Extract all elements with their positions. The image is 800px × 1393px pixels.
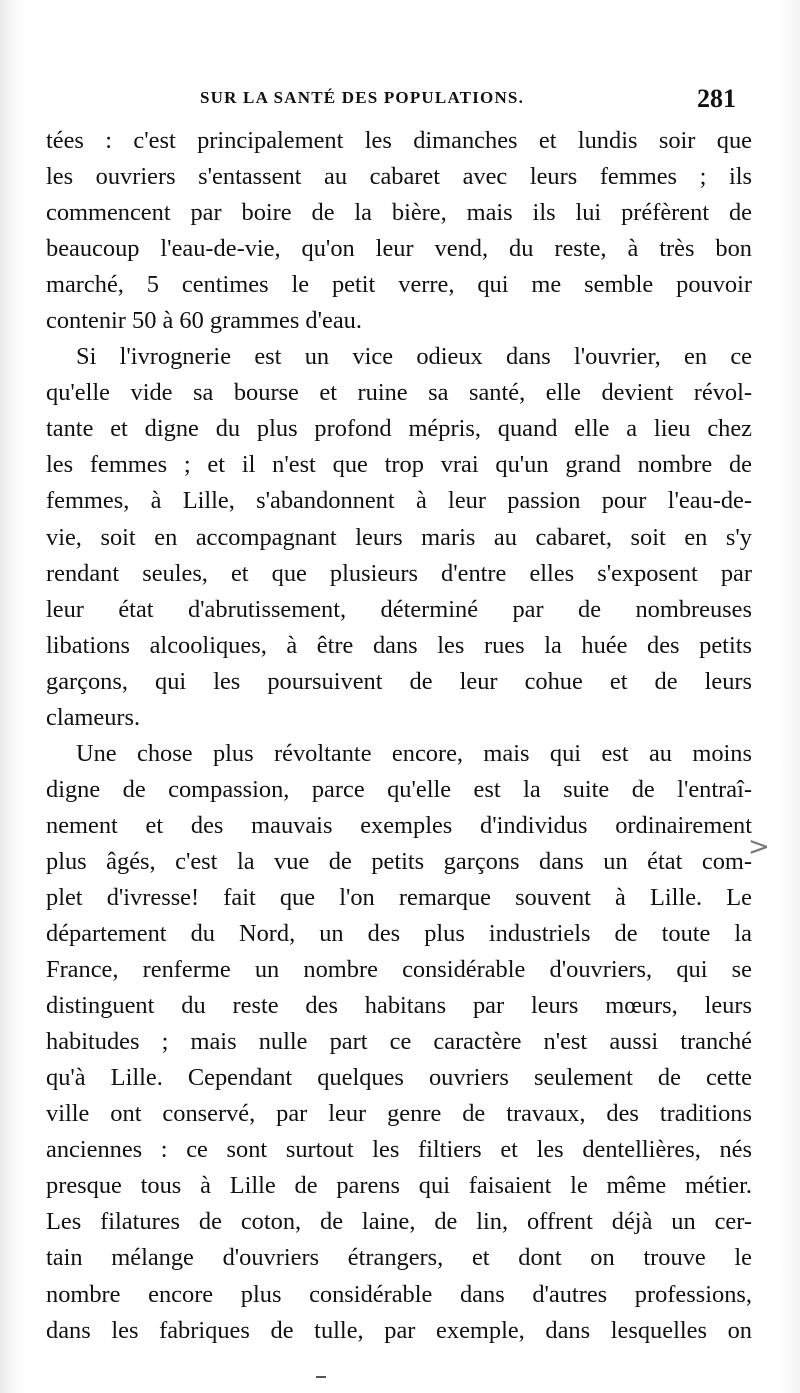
text-line: Les filatures de coton, de laine, de lin, offrent déjà un cer- bbox=[46, 1208, 752, 1236]
text-line: presque tous à Lille de parens qui faisaient le même métier. bbox=[46, 1172, 752, 1200]
text-line: leur état d'abrutissement, déterminé par de nombreuses bbox=[46, 595, 752, 623]
body-text bbox=[46, 123, 752, 1349]
text-line: garçons, qui les poursuivent de leur cohue et de leurs bbox=[46, 667, 752, 695]
bottom-mark bbox=[316, 1376, 326, 1378]
text-line: habitudes ; mais nulle part ce caractère n'est aussi tranché bbox=[46, 1028, 752, 1056]
text-line: digne de compassion, parce qu'elle est la suite de l'entraî- bbox=[46, 775, 752, 803]
text-line: nombre encore plus considérable dans d'autres professions, bbox=[46, 1280, 752, 1308]
text-line: vie, soit en accompagnant leurs maris au cabaret, soit en s'y bbox=[46, 523, 752, 551]
page-number: 281 bbox=[697, 84, 736, 113]
text-line: distinguent du reste des habitans par leurs mœurs, leurs bbox=[46, 992, 752, 1020]
text-line: tante et digne du plus profond mépris, quand elle a lieu chez bbox=[46, 415, 752, 443]
text-line: anciennes : ce sont surtout les filtiers et les dentellières, nés bbox=[46, 1136, 752, 1164]
text-line: plet d'ivresse! fait que l'on remarque souvent à Lille. Le bbox=[46, 883, 752, 911]
running-head: SUR LA SANTÉ DES POPULATIONS. bbox=[200, 88, 525, 107]
text-line: les femmes ; et il n'est que trop vrai qu'un grand nombre de bbox=[46, 451, 752, 479]
text-line: les ouvriers s'entassent au cabaret avec leurs femmes ; ils bbox=[46, 163, 752, 191]
text-line: qu'elle vide sa bourse et ruine sa santé, elle devient révol- bbox=[46, 379, 752, 407]
text-line: commencent par boire de la bière, mais ils lui préfèrent de bbox=[46, 199, 752, 227]
text-line: marché, 5 centimes le petit verre, qui me semble pouvoir bbox=[46, 271, 752, 299]
text-line: beaucoup l'eau-de-vie, qu'on leur vend, du reste, à très bon bbox=[46, 235, 752, 263]
text-line: qu'à Lille. Cependant quelques ouvriers seulement de cette bbox=[46, 1064, 752, 1092]
text-line: clameurs. bbox=[46, 703, 141, 731]
text-line: libations alcooliques, à être dans les rues la huée des petits bbox=[46, 631, 752, 659]
page-header bbox=[48, 86, 738, 116]
text-line: dans les fabriques de tulle, par exemple, dans lesquelles on bbox=[46, 1316, 752, 1344]
text-line: femmes, à Lille, s'abandonnent à leur passion pour l'eau-de- bbox=[46, 487, 752, 515]
text-line: Une chose plus révoltante encore, mais qui est au moins bbox=[76, 739, 752, 767]
text-line: contenir 50 à 60 grammes d'eau. bbox=[46, 307, 362, 335]
text-line: Si l'ivrognerie est un vice odieux dans l'ouvrier, en ce bbox=[76, 343, 752, 371]
margin-mark: > bbox=[748, 832, 770, 862]
text-line: nement et des mauvais exemples d'individus ordinairement bbox=[46, 811, 752, 839]
text-line: France, renferme un nombre considérable d'ouvriers, qui se bbox=[46, 956, 752, 984]
text-line: ville ont conservé, par leur genre de travaux, des traditions bbox=[46, 1100, 752, 1128]
text-line: rendant seules, et que plusieurs d'entre elles s'exposent par bbox=[46, 559, 752, 587]
text-line: département du Nord, un des plus industriels de toute la bbox=[46, 920, 752, 948]
text-line: tées : c'est principalement les dimanches et lundis soir que bbox=[46, 127, 752, 154]
text-line: plus âgés, c'est la vue de petits garçons dans un état com- bbox=[46, 847, 752, 875]
text-line: tain mélange d'ouvriers étrangers, et dont on trouve le bbox=[46, 1244, 752, 1272]
